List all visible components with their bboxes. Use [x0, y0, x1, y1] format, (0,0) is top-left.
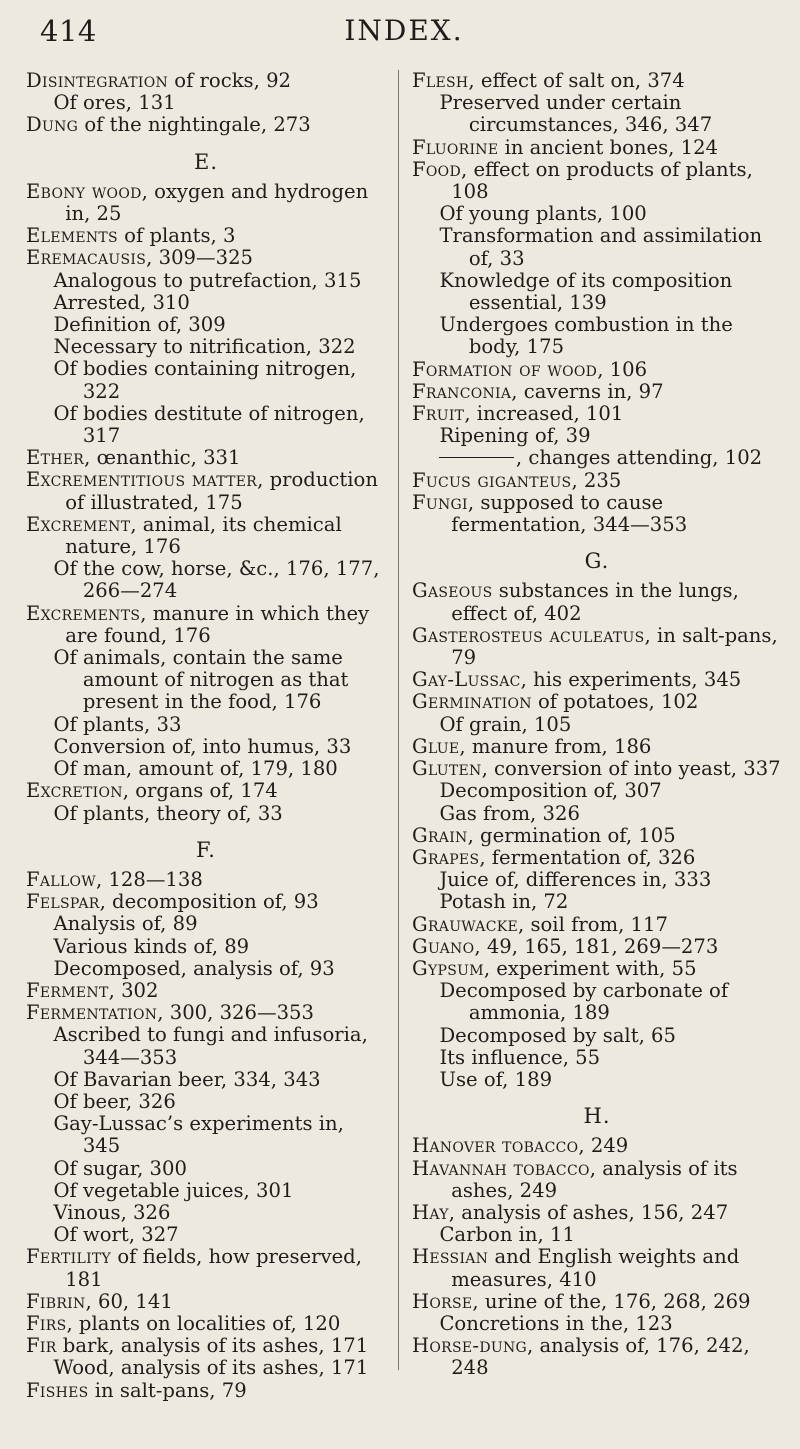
index-entry	[412, 403, 782, 425]
entry-references: , animal, its chemical nature, 176	[65, 512, 342, 559]
entry-heading: Fishes	[26, 1378, 89, 1402]
entry-references: , 309—325	[146, 246, 254, 270]
entry-heading: Ferment	[26, 978, 109, 1002]
entry-references: , urine of the, 176, 268, 269	[472, 1289, 751, 1313]
index-entry	[412, 691, 782, 713]
entry-references: , 49, 165, 181, 269—273	[474, 934, 719, 958]
entry-references: in ancient bones, 124	[498, 135, 719, 159]
entry-references: , 235	[571, 468, 622, 492]
right-column	[398, 70, 782, 1402]
entry-heading: Fruit	[412, 402, 465, 426]
entry-heading: Fucus giganteus	[412, 468, 572, 492]
index-subentry: Undergoes combustion in the body, 175	[439, 313, 733, 359]
index-entry	[412, 1135, 782, 1157]
index-entry	[26, 1380, 386, 1402]
entry-references: , caverns in, 97	[511, 379, 664, 403]
index-entry	[412, 736, 782, 758]
index-subentry: Of vegetable juices, 301	[53, 1178, 294, 1202]
entry-heading: Grapes	[412, 845, 480, 869]
entry-references: , effect of salt on, 374	[468, 69, 685, 92]
index-entry	[412, 1202, 782, 1224]
index-columns	[26, 70, 782, 1402]
index-subentry: Preserved under certain circumstances, 346, 347	[439, 91, 713, 137]
entry-references: , germination of, 105	[467, 823, 676, 847]
index-entry	[412, 758, 782, 780]
entry-references: in salt-pans, 79	[88, 1378, 247, 1402]
entry-references: , oxygen and hydrogen in, 25	[65, 179, 369, 226]
entry-heading: Ebony wood	[26, 179, 142, 203]
entry-references: substances in the lungs, effect of, 402	[451, 579, 739, 625]
index-subentry	[412, 447, 782, 469]
entry-heading: Hanover tobacco	[412, 1134, 579, 1158]
index-subentry: Wood, analysis of its ashes, 171	[53, 1356, 369, 1380]
index-subentry: Its influence, 55	[439, 1045, 601, 1069]
index-subentry: Of sugar, 300	[53, 1156, 187, 1180]
index-subentry: Ascribed to fungi and infusoria, 344—353	[53, 1023, 368, 1069]
entry-heading: Guano	[412, 934, 475, 958]
section-letter: F.	[196, 837, 216, 862]
entry-heading: Franconia	[412, 379, 512, 403]
entry-references: of potatoes, 102	[531, 690, 699, 714]
entry-heading: Disintegration	[26, 69, 169, 92]
index-entry	[412, 470, 782, 492]
entry-references: , analysis of, 176, 242, 248	[451, 1334, 750, 1380]
entry-heading: Fluorine	[412, 135, 499, 159]
entry-heading: Excrement	[26, 512, 131, 536]
index-subentry: Of plants, theory of, 33	[53, 801, 283, 825]
index-subentry: Of beer, 326	[53, 1089, 176, 1113]
entry-references: of fields, how preserved, 181	[65, 1245, 362, 1291]
entry-references: , soil from, 117	[518, 912, 668, 936]
entry-references: , effect on products of plants, 108	[451, 157, 753, 204]
left-column	[26, 70, 398, 1402]
entry-heading: Ether	[26, 446, 85, 470]
index-entry	[412, 70, 782, 92]
section-letter: G.	[584, 549, 610, 574]
entry-heading: Excrements	[26, 601, 141, 625]
index-entry	[26, 70, 386, 92]
entry-heading: Havannah tobacco	[412, 1156, 590, 1180]
entry-references: , in salt-pans, 79	[451, 623, 778, 670]
index-subentry: Ripening of, 39	[439, 424, 591, 448]
index-entry	[412, 936, 782, 958]
index-subentry: Of ores, 131	[53, 91, 176, 115]
index-entry	[26, 891, 386, 913]
entry-heading: Gasterosteus aculeatus	[412, 623, 645, 647]
page-number: 414	[40, 14, 97, 48]
index-subentry: Analysis of, 89	[53, 912, 198, 936]
index-subentry: Of wort, 327	[53, 1223, 179, 1247]
entry-heading: Excrementitious matter	[26, 468, 258, 492]
index-subentry: Arrested, 310	[53, 290, 190, 314]
index-entry	[412, 137, 782, 159]
entry-references: , manure from, 186	[459, 734, 652, 758]
index-subentry: Of bodies containing nitrogen, 322	[53, 357, 357, 403]
index-entry	[26, 1246, 386, 1290]
entry-heading: Hessian	[412, 1245, 489, 1269]
entry-heading: Eremacausis	[26, 246, 147, 270]
index-entry	[412, 1335, 782, 1379]
index-entry	[26, 514, 386, 558]
index-subentry: Vinous, 326	[53, 1200, 171, 1224]
index-subentry: Decomposition of, 307	[439, 779, 662, 803]
index-entry	[412, 625, 782, 669]
index-entry	[26, 447, 386, 469]
entry-heading: Fir	[26, 1334, 57, 1358]
index-entry	[412, 825, 782, 847]
subentry-text: , changes attending, 102	[515, 446, 763, 470]
index-subentry: Of grain, 105	[439, 712, 572, 736]
entry-heading: Horse	[412, 1289, 473, 1313]
index-entry	[412, 381, 782, 403]
index-subentry: Decomposed by salt, 65	[439, 1023, 676, 1047]
index-entry	[412, 914, 782, 936]
index-subentry: Of man, amount of, 179, 180	[53, 757, 338, 781]
index-entry	[412, 580, 782, 624]
entry-heading: Flesh	[412, 69, 469, 92]
entry-references: , manure in which they are found, 176	[65, 601, 370, 647]
index-subentry: Of bodies destitute of nitrogen, 317	[53, 401, 365, 448]
entry-references: , 128—138	[95, 867, 203, 891]
entry-heading: Glue	[412, 734, 460, 758]
index-subentry: Transformation and assimilation of, 33	[439, 224, 763, 270]
entry-heading: Dung	[26, 113, 79, 137]
entry-references: , his experiments, 345	[520, 668, 742, 692]
index-subentry: Decomposed, analysis of, 93	[53, 956, 335, 980]
entry-heading: Fertility	[26, 1245, 112, 1269]
entry-references: , production of illustrated, 175	[65, 468, 378, 514]
index-entry	[412, 1246, 782, 1290]
entry-references: , 106	[597, 357, 648, 381]
index-entry	[26, 114, 386, 136]
entry-heading: Fallow	[26, 867, 96, 891]
page-header	[26, 0, 782, 70]
entry-heading: Hay	[412, 1200, 449, 1224]
entry-references: of the nightingale, 273	[78, 113, 311, 137]
index-entry	[412, 669, 782, 691]
index-entry	[26, 869, 386, 891]
index-subentry: Of Bavarian beer, 334, 343	[53, 1067, 321, 1091]
index-subentry: Of young plants, 100	[439, 202, 647, 226]
index-entry	[26, 225, 386, 247]
entry-references: , experiment with, 55	[483, 956, 697, 980]
index-entry	[412, 847, 782, 869]
entry-references: bark, analysis of its ashes, 171	[56, 1334, 369, 1358]
entry-heading: Felspar	[26, 890, 100, 914]
column-divider	[398, 70, 399, 1370]
index-subentry: Decomposed by carbonate of ammonia, 189	[439, 979, 729, 1025]
entry-references: , 249	[578, 1134, 629, 1158]
index-subentry: Of animals, contain the same amount of nitrogen as that present in the food, 176	[53, 646, 349, 714]
entry-heading: Gypsum	[412, 956, 484, 980]
index-entry	[412, 492, 782, 536]
index-subentry: Potash in, 72	[439, 890, 569, 914]
entry-references: , œnanthic, 331	[84, 446, 241, 470]
running-head: INDEX.	[344, 14, 464, 47]
entry-references: , decomposition of, 93	[99, 890, 319, 914]
index-entry	[412, 958, 782, 980]
entry-heading: Food	[412, 157, 461, 181]
index-subentry: Necessary to nitrification, 322	[53, 335, 356, 359]
entry-heading: Firs	[26, 1311, 67, 1335]
entry-references: , 300, 326—353	[157, 1001, 314, 1025]
index-subentry: Concretions in the, 123	[439, 1311, 673, 1335]
entry-references: of plants, 3	[117, 224, 236, 248]
entry-references: , analysis of ashes, 156, 247	[448, 1200, 729, 1224]
index-entry	[26, 1291, 386, 1313]
index-entry	[412, 359, 782, 381]
index-entry	[26, 1002, 386, 1024]
repeat-dash	[439, 457, 513, 458]
entry-references: , supposed to cause fermentation, 344—353	[451, 490, 688, 537]
entry-references: , increased, 101	[464, 402, 624, 426]
section-letter: E.	[193, 149, 218, 174]
entry-heading: Fibrin	[26, 1289, 86, 1313]
entry-references: and English weights and measures, 410	[451, 1245, 740, 1291]
index-subentry: Of plants, 33	[53, 712, 182, 736]
index-subentry: Gas from, 326	[439, 801, 580, 825]
entry-heading: Gay-Lussac	[412, 668, 521, 692]
index-entry	[26, 469, 386, 513]
index-entry	[412, 1291, 782, 1313]
entry-heading: Germination	[412, 690, 532, 714]
entry-references: , organs of, 174	[122, 779, 278, 803]
entry-heading: Excretion	[26, 779, 123, 803]
index-entry	[412, 1158, 782, 1202]
entry-heading: Gluten	[412, 757, 482, 781]
entry-heading: Formation of wood	[412, 357, 598, 381]
index-subentry: Use of, 189	[439, 1067, 553, 1091]
entry-heading: Fermentation	[26, 1001, 158, 1025]
index-subentry: Juice of, differences in, 333	[439, 868, 712, 892]
entry-heading: Horse-dung	[412, 1334, 527, 1358]
index-entry	[26, 247, 386, 269]
index-entry	[26, 1335, 386, 1357]
index-entry	[26, 603, 386, 647]
entry-heading: Fungi	[412, 490, 468, 514]
section-letter: H.	[583, 1104, 611, 1129]
entry-references: , analysis of its ashes, 249	[451, 1156, 738, 1202]
index-subentry: Of the cow, horse, &c., 176, 177, 266—274	[53, 557, 380, 603]
entry-references: , fermentation of, 326	[479, 845, 696, 869]
entry-references: , conversion of into yeast, 337	[481, 757, 781, 781]
index-subentry: Gay-Lussac’s experiments in, 345	[53, 1112, 344, 1158]
entry-heading: Elements	[26, 224, 118, 248]
index-subentry: Analogous to putrefaction, 315	[53, 268, 362, 292]
entry-heading: Gaseous	[412, 579, 493, 603]
entry-references: of rocks, 92	[168, 69, 292, 92]
entry-references: , 60, 141	[85, 1289, 173, 1313]
entry-heading: Grain	[412, 823, 468, 847]
index-entry	[26, 1313, 386, 1335]
index-subentry: Knowledge of its composition essential, 139	[439, 268, 733, 315]
index-subentry: Various kinds of, 89	[53, 934, 250, 958]
entry-heading: Grauwacke	[412, 912, 518, 936]
index-subentry: Conversion of, into humus, 33	[53, 734, 352, 758]
index-entry	[26, 980, 386, 1002]
entry-references: , 302	[108, 978, 159, 1002]
index-subentry: Definition of, 309	[53, 313, 226, 337]
entry-references: , plants on localities of, 120	[66, 1311, 341, 1335]
index-entry	[26, 181, 386, 225]
index-entry	[412, 159, 782, 203]
index-entry	[26, 780, 386, 802]
index-subentry: Carbon in, 11	[439, 1223, 575, 1247]
